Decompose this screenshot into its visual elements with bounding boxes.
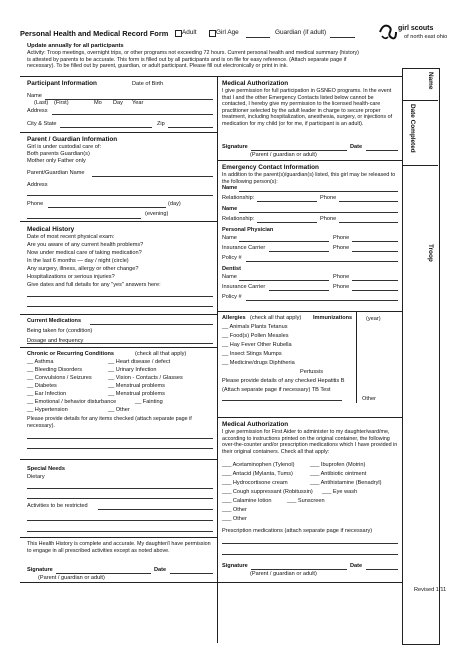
insurance-phone-field[interactable] — [352, 251, 398, 252]
otc-eyewash[interactable]: ___ Eye wash — [322, 489, 358, 495]
ec2-relationship-label: Relationship: — [222, 216, 255, 222]
policy-field[interactable] — [246, 261, 398, 262]
ec1-name-field[interactable] — [239, 191, 398, 192]
restricted-field-3[interactable] — [27, 531, 213, 532]
ec1-name-label: Name — [222, 185, 238, 191]
restricted-field-2[interactable] — [27, 520, 213, 521]
form-title: Personal Health and Medical Record Form — [20, 29, 169, 38]
girl-age-field[interactable] — [246, 37, 270, 38]
restricted-label: Activities to be restricted — [27, 503, 88, 509]
chronic-details-field-1[interactable] — [27, 438, 213, 439]
day-phone-label: (day) — [168, 201, 181, 207]
chronic-item-asthma[interactable]: __ Asthma — [27, 359, 54, 365]
evening-phone-label: (evening) — [145, 211, 169, 217]
emergency-bottom-line — [217, 311, 402, 312]
intro-text: Activity: Troop meetings, overnight trips, or other programs not exceeding 72 hours. Current personal health and medical summary (history) is attested by parents to be accurate. This form is filled out by all participants and is on file for easy reference. (Attach separate page if necessary). To be filled out by parent, guardian, or adult participant. Please fill out electronically or print in ink. — [27, 50, 359, 69]
auth1-date-field[interactable] — [366, 150, 398, 151]
allergy-row-1[interactable]: __ Animals Plants Tetanus — [222, 324, 288, 330]
immunization-divider — [356, 311, 357, 403]
dentist-insurance-phone-field[interactable] — [352, 290, 398, 291]
ec1-relationship-label: Relationship: — [222, 195, 255, 201]
dentist-phone-label: Phone — [333, 274, 350, 280]
history-details-field-1[interactable] — [27, 296, 213, 297]
physician-heading: Personal Physician — [222, 227, 274, 233]
dentist-phone-field[interactable] — [352, 280, 398, 281]
phone-evening-field[interactable] — [27, 218, 141, 219]
zip-field[interactable] — [168, 127, 213, 128]
mother-father-label: Mother only Father only — [27, 158, 86, 164]
immunization-other: Other — [362, 396, 376, 402]
guardian-label: Guardian (if adult) — [275, 29, 327, 36]
history-line-7: Give dates and full details for any "yes" answers here: — [27, 282, 161, 288]
chronic-item-menstrual-2[interactable]: __ Menstrual problems — [108, 391, 165, 397]
history-line-2: Are you aware of any current health problems? — [27, 242, 144, 248]
zip-label: Zip — [157, 121, 165, 127]
allergy-row-4[interactable]: __ Insect Stings Mumps — [222, 351, 282, 357]
frame-bottom-line — [20, 582, 402, 583]
insurance-field[interactable] — [269, 251, 329, 252]
immunization-year-label: (year) — [366, 316, 381, 322]
otc-antibiotic[interactable]: ___ Antibiotic ointment — [310, 471, 367, 477]
parent-address-field-1[interactable] — [27, 195, 213, 196]
otc-sunscreen[interactable]: ___ Sunscreen — [287, 498, 325, 504]
center-divider — [217, 76, 218, 643]
insurance-phone-label: Phone — [333, 245, 350, 251]
chronic-item-other[interactable]: __ Other — [108, 407, 130, 413]
auth1-date-label: Date — [350, 144, 363, 150]
meds-bottom-line — [20, 347, 217, 348]
dentist-insurance-phone-label: Phone — [333, 284, 350, 290]
chronic-details-field-2[interactable] — [27, 448, 213, 449]
chronic-item-bleeding[interactable]: __ Bleeding Disorders — [27, 367, 83, 373]
insurance-label: Insurance Carrier — [222, 245, 266, 251]
last-label: (Last) — [34, 100, 49, 106]
first-label: (First) — [54, 100, 69, 106]
auth1-signature-field[interactable] — [251, 150, 347, 151]
physician-phone-field[interactable] — [352, 241, 398, 242]
chronic-item-menstrual[interactable]: __ Menstrual problems — [108, 383, 165, 389]
auth1-signature-label: Signature — [222, 144, 248, 150]
auth1-heading: Medical Authorization — [222, 80, 289, 87]
history-heading: Medical History — [27, 226, 75, 233]
allergies-heading: Allergies — [222, 315, 246, 321]
address-label: Address — [27, 108, 48, 114]
history-bottom-line — [20, 314, 217, 315]
day-label: Day — [113, 100, 123, 106]
ec1-relationship-field[interactable] — [257, 201, 317, 202]
allergies-bottom-line — [217, 417, 402, 418]
parent-phone-label: Phone — [27, 201, 44, 207]
rx-field-2[interactable] — [222, 554, 398, 555]
auth2-date-field[interactable] — [366, 569, 398, 570]
auth1-signature-sub: (Parent / guardian or adult) — [250, 152, 317, 158]
chronic-item-ear[interactable]: __ Ear Infection — [27, 391, 67, 397]
allergy-row-3[interactable]: __ Hay Fever Other Rubella — [222, 342, 292, 348]
otc-other-1[interactable]: ___ Other — [222, 507, 247, 513]
girl-checkbox[interactable] — [209, 30, 216, 37]
frame-top-line — [20, 76, 402, 77]
parent-address-label: Address — [27, 182, 48, 188]
ec2-phone-field[interactable] — [339, 222, 398, 223]
auth2-heading: Medical Authorization — [222, 421, 289, 428]
allergy-attach: (Attach separate page if necessary) TB Test — [222, 387, 331, 393]
restricted-field[interactable] — [98, 509, 213, 510]
parent-name-label: Parent/Guardian Name — [27, 170, 85, 176]
policy-label: Policy # — [222, 255, 242, 261]
city-state-label: City & State — [27, 121, 57, 127]
allergy-details: Please provide details of any checked Hepatitis B — [222, 378, 345, 384]
auth1-bottom-line — [217, 160, 402, 161]
current-meds-label: Current Medications — [27, 318, 82, 324]
girl-age-label: Girl Age — [216, 29, 239, 36]
dietary-field-2[interactable] — [27, 498, 213, 499]
both-parents-label: Both parents Guardian(s) — [27, 151, 90, 157]
dentist-policy-field[interactable] — [246, 300, 398, 301]
dentist-insurance-label: Insurance Carrier — [222, 284, 266, 290]
auth2-text: I give permission for First Aider to administer to my daughter/ward/me, according to instructions printed on the original container, the following over-the-counter and/or prescription medications which I have provided in their original containers. Check all that apply: — [222, 429, 398, 455]
logo-text: girl scouts — [398, 25, 434, 32]
year-label: Year — [132, 100, 144, 106]
city-state-field[interactable] — [60, 127, 152, 128]
otc-ibuprofen[interactable]: ___ Ibuprofen (Motrin) — [310, 462, 366, 468]
side-date-completed-label: Date Completed — [409, 104, 416, 153]
participant-bottom-line — [20, 132, 217, 133]
girl-scouts-logo-icon — [378, 22, 398, 42]
logo-subtext: of north east ohio — [404, 34, 448, 40]
otc-antihistamine[interactable]: ___ Antihistamine (Benadryl) — [310, 480, 382, 486]
side-strip — [402, 68, 440, 645]
current-meds-field[interactable] — [90, 324, 213, 325]
emergency-text: In addition to the parent(s)/guardian(s) listed, this girl may be released to the following person(s): — [222, 172, 396, 185]
emergency-heading: Emergency Contact Information — [222, 164, 319, 171]
otc-calamine[interactable]: ___ Calamine lotion — [222, 498, 272, 504]
rx-label: Prescription medications (attach separate page if necessary) — [222, 528, 373, 534]
dentist-name-label: Name — [222, 274, 237, 280]
chronic-bottom-line — [20, 459, 217, 460]
parent-heading: Parent / Guardian Information — [27, 136, 118, 143]
chronic-item-vision[interactable]: __ Vision - Contacts / Glasses — [108, 375, 183, 381]
ec2-phone-label: Phone — [320, 216, 337, 222]
chronic-details: Please provide details for any items checked (attach separate page if necessary). — [27, 416, 192, 429]
guardian-field[interactable] — [330, 37, 355, 38]
physician-name-field[interactable] — [239, 241, 329, 242]
revision-label: Revised 1/11 — [414, 587, 447, 593]
allergy-row-6: Pertussis — [300, 369, 324, 375]
chronic-item-urinary[interactable]: __ Urinary Infection — [108, 367, 157, 373]
allergy-row-5[interactable]: __ Medicine/drugs Diphtheria — [222, 360, 295, 366]
adult-checkbox[interactable] — [175, 30, 182, 37]
custodial-label: Girl is under custodial care of: — [27, 144, 101, 150]
dob-label: Date of Birth — [132, 81, 164, 87]
ec2-relationship-field[interactable] — [257, 222, 317, 223]
otc-hydrocortisone[interactable]: ___ Hydrocortisone cream — [222, 480, 288, 486]
chronic-item-convulsions[interactable]: __ Convulsions / Seizures — [27, 375, 92, 381]
physician-name-label: Name — [222, 235, 237, 241]
side-line-1 — [402, 100, 438, 101]
ec2-name-field[interactable] — [239, 212, 398, 213]
left-signature-field[interactable] — [56, 573, 151, 574]
dentist-name-field[interactable] — [239, 280, 329, 281]
otc-acetaminophen[interactable]: ___ Acetaminophen (Tylenol) — [222, 462, 295, 468]
participant-heading: Participant Information — [27, 80, 97, 87]
chronic-hint: (check all that apply) — [135, 351, 187, 357]
side-troop-label: Troop — [427, 244, 434, 262]
dentist-insurance-field[interactable] — [269, 290, 329, 291]
history-details-field-2[interactable] — [27, 306, 213, 307]
auth2-signature-field[interactable] — [251, 569, 347, 570]
auth2-signature-sub: (Parent / guardian or adult) — [250, 571, 317, 577]
parent-bottom-line — [20, 221, 217, 222]
dosage-label: Dosage and frequency — [27, 338, 84, 344]
auth1-text: I give permission for full participation in GSNEO programs. In the event that I and the other Emergency Contacts listed below cannot be contacted, I hereby give my permission to the licensed health-care practitioner selected by the adult leader in charge to secure proper treatment, including hospitalization, anesthesia, surgery, or injections of medication for my child (or for me, if participant is an adult). — [222, 88, 393, 127]
adult-label: Adult — [182, 29, 197, 36]
otc-cough[interactable]: ___ Cough suppressant (Robitussin) — [222, 489, 313, 495]
participant-name-field[interactable] — [45, 99, 213, 100]
physician-phone-label: Phone — [333, 235, 350, 241]
ec1-phone-field[interactable] — [339, 201, 398, 202]
side-name-label: Name — [427, 72, 434, 90]
history-line-3: Now under medical care of taking medication? — [27, 250, 142, 256]
history-line-4: In the last 6 months — day / night (circle) — [27, 258, 129, 264]
dietary-label: Dietary — [27, 474, 45, 480]
allergy-row-2[interactable]: __ Food(s) Pollen Measles — [222, 333, 289, 339]
chronic-item-heart[interactable]: __ Heart disease / defect — [108, 359, 171, 365]
chronic-item-emotional[interactable]: __ Emotional / behavior disturbance — [27, 399, 117, 405]
auth2-signature-label: Signature — [222, 563, 248, 569]
left-date-label: Date — [154, 567, 167, 573]
chronic-item-hypertension[interactable]: __ Hypertension — [27, 407, 68, 413]
left-signature-label: Signature — [27, 567, 53, 573]
rx-field-1[interactable] — [222, 543, 398, 544]
taken-for-label: Being taken for (condition) — [27, 328, 93, 334]
address-field[interactable] — [52, 114, 213, 115]
ec1-phone-label: Phone — [320, 195, 337, 201]
dietary-field-1[interactable] — [27, 488, 213, 489]
dentist-heading: Dentist — [222, 266, 241, 272]
otc-antacid[interactable]: ___ Antacid (Mylanta, Tums) — [222, 471, 293, 477]
otc-other-2[interactable]: ___ Other — [222, 516, 247, 522]
participant-name-label: Name — [27, 93, 42, 99]
attest-left-text: This Health History is complete and accurate. My daughter/I have permission to engage in all prescribed activities except as noted above. — [27, 541, 211, 554]
history-line-6: Hospitalizations or serious injuries? — [27, 274, 115, 280]
history-line-1: Date of most recent physical exam: — [27, 234, 115, 240]
chronic-item-fainting[interactable]: __ Fainting — [135, 399, 163, 405]
immunizations-heading: Immunizations — [313, 315, 353, 321]
parent-name-field[interactable] — [92, 176, 213, 177]
dentist-policy-label: Policy # — [222, 294, 242, 300]
special-bottom-line — [20, 537, 217, 538]
allergy-details-field[interactable] — [222, 400, 342, 401]
history-line-5: Any surgery, illness, allergy or other change? — [27, 266, 139, 272]
mo-label: Mo — [94, 100, 102, 106]
allergies-hint: (check all that apply) — [250, 315, 302, 321]
side-line-2 — [402, 165, 438, 166]
chronic-heading: Chronic or Recurring Conditions — [27, 351, 115, 357]
chronic-item-diabetes[interactable]: __ Diabetes — [27, 383, 57, 389]
special-heading: Special Needs — [27, 466, 65, 472]
left-signature-sub: (Parent / guardian or adult) — [38, 575, 105, 581]
ec2-name-label: Name — [222, 206, 238, 212]
phone-day-field[interactable] — [48, 207, 166, 208]
auth2-date-label: Date — [350, 563, 363, 569]
intro-heading: Update annually for all participants — [27, 43, 124, 49]
left-date-field[interactable] — [170, 573, 213, 574]
